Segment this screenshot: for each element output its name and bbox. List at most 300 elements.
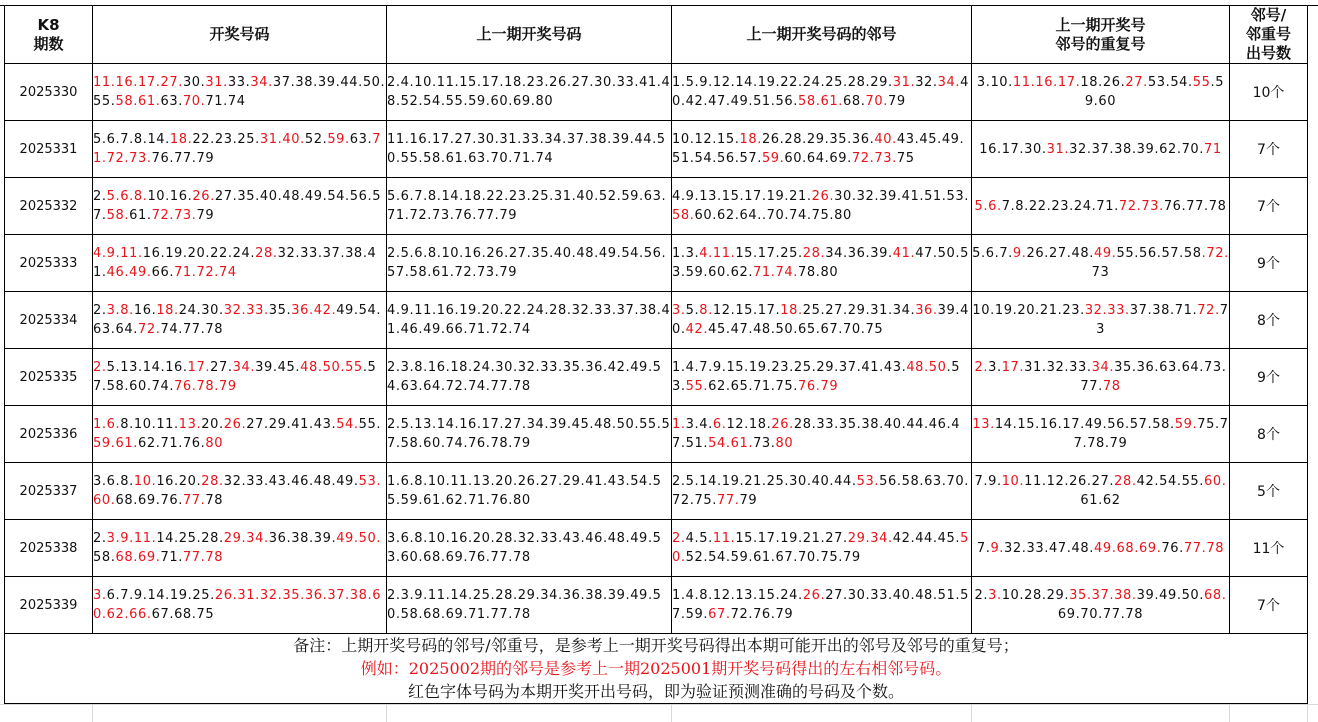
number: 42.	[607, 360, 631, 375]
hit-number: 73.	[174, 208, 197, 223]
number: 58.	[400, 436, 424, 451]
number: 14.	[436, 417, 460, 432]
number: 62.	[708, 379, 731, 394]
hit-number: 61.	[730, 436, 754, 451]
number: 10.	[972, 303, 995, 318]
number: 16.	[156, 474, 179, 489]
number: 55.	[445, 94, 469, 109]
prev-neighbors-cell[interactable]	[672, 292, 972, 349]
hit-number: 13.	[178, 417, 202, 432]
hit-number: 42.	[313, 303, 337, 318]
number: 19.	[757, 75, 781, 90]
count-cell[interactable]: 9个	[1230, 349, 1308, 406]
hit-number: 11.	[93, 75, 116, 90]
number: 20.	[495, 474, 518, 489]
number: 61.	[423, 493, 446, 508]
number: 30.	[834, 189, 857, 204]
number: 21.	[802, 531, 826, 546]
number: 42.	[1136, 474, 1160, 489]
hit-number: 38.	[1114, 588, 1137, 603]
header-count-line3: 出号数	[1245, 44, 1291, 62]
count-cell[interactable]: 8个	[1230, 292, 1308, 349]
number: 28.	[201, 531, 224, 546]
number: 41.	[387, 303, 671, 337]
number: 38	[345, 246, 363, 261]
prev-neighbors-cell[interactable]	[672, 520, 972, 577]
number: 43.	[883, 360, 907, 375]
number: 5.	[400, 246, 415, 261]
number: 77.	[182, 322, 206, 337]
number: 57.	[1129, 417, 1153, 432]
number: 33.	[816, 417, 839, 432]
hit-number: 31.	[259, 132, 283, 147]
hit-number: 68.	[1204, 588, 1227, 603]
prev-repeats-cell[interactable]	[972, 121, 1230, 178]
number: 77.	[1102, 607, 1126, 622]
number: 6.	[106, 588, 121, 603]
prev-draw-cell[interactable]	[387, 235, 672, 292]
number: 77.	[1080, 379, 1103, 394]
number: 18.	[504, 75, 527, 90]
number: 28.	[784, 132, 807, 147]
header-draw[interactable]: 开奖号码	[93, 6, 387, 64]
number: 41.	[639, 75, 662, 90]
number: 22.	[780, 75, 803, 90]
hit-number: 62.	[106, 607, 130, 622]
hit-number: 74	[219, 265, 237, 280]
number: 25.	[192, 588, 215, 603]
hit-number: 34.	[1091, 360, 1115, 375]
draw-cell[interactable]	[93, 406, 387, 463]
number: 28.	[847, 75, 871, 90]
draw-cell[interactable]	[93, 121, 387, 178]
number: .59.	[1084, 75, 1225, 109]
number: 1.	[672, 75, 686, 90]
number: 23.	[771, 360, 794, 375]
number: 58	[1183, 246, 1202, 261]
number: 40.	[672, 75, 970, 109]
number: 3.	[685, 246, 700, 261]
table-row	[5, 406, 1308, 463]
hit-number: 1.	[672, 417, 686, 432]
number: 43.	[313, 417, 337, 432]
number: 34.	[526, 417, 550, 432]
count-cell[interactable]: 9个	[1230, 235, 1308, 292]
number: 17.	[757, 531, 781, 546]
hit-number: 9.	[106, 246, 121, 261]
number: 54	[630, 474, 648, 489]
number: 41.	[585, 474, 608, 489]
prev-draw-cell[interactable]	[387, 178, 672, 235]
prev-repeats-cell[interactable]	[972, 463, 1230, 520]
draw-cell[interactable]	[93, 235, 387, 292]
hit-number: 54.	[708, 436, 731, 451]
number: 28.	[495, 531, 518, 546]
period-cell[interactable]: 2025337	[5, 463, 93, 520]
number: 32.	[223, 474, 247, 489]
hit-number: 71.	[753, 265, 776, 280]
header-prev-neighbor-repeats[interactable]	[972, 6, 1230, 64]
number: 7.	[999, 246, 1013, 261]
note-cell[interactable]	[5, 634, 1308, 704]
prev-repeats-cell[interactable]	[972, 235, 1230, 292]
number: 76.	[468, 436, 491, 451]
number: 47.	[1049, 540, 1072, 556]
number: 60	[1098, 94, 1117, 109]
number: 25.	[237, 132, 260, 147]
prev-draw-cell[interactable]	[387, 577, 672, 634]
hit-number: 68.	[1116, 540, 1139, 556]
header-prev-neighbors[interactable]: 上一期开奖号码的邻号	[672, 6, 972, 64]
number: 27.	[1091, 474, 1115, 489]
number: .54.	[387, 360, 662, 394]
number: 54.	[708, 550, 731, 565]
number: 75	[865, 322, 884, 337]
period-cell[interactable]: 2025339	[5, 577, 93, 634]
hit-number: 9.	[1012, 246, 1027, 261]
number: 76.	[1161, 540, 1184, 556]
number: 4.	[685, 531, 700, 546]
prev-draw-cell[interactable]	[387, 463, 672, 520]
prev-draw-cell[interactable]	[387, 121, 672, 178]
number: 32.	[517, 531, 541, 546]
number: 43.	[562, 531, 586, 546]
number: 50.	[937, 246, 961, 261]
number: 2.	[387, 75, 401, 90]
number: 48.	[1071, 540, 1094, 556]
number: 79	[843, 550, 861, 565]
number: 78	[1125, 607, 1144, 622]
hit-number: 3.	[988, 588, 1002, 603]
number: 58.	[400, 607, 424, 622]
prev-repeats-cell[interactable]	[972, 349, 1230, 406]
number: 71.	[468, 607, 491, 622]
number: 57.	[672, 588, 970, 622]
number: 51.	[924, 189, 947, 204]
draw-cell[interactable]	[93, 463, 387, 520]
number: 68.	[423, 607, 446, 622]
count-cell[interactable]: 7个	[1230, 178, 1308, 235]
number: 37.	[1091, 141, 1115, 157]
number: 67.	[151, 607, 175, 622]
number: 70.	[843, 322, 866, 337]
lottery-neighbor-table	[4, 5, 1308, 704]
hit-number: 40.	[282, 132, 305, 147]
number: 32.	[517, 360, 541, 375]
number: 52.	[400, 94, 424, 109]
number: 62.	[137, 436, 161, 451]
period-cell[interactable]: 2025333	[5, 235, 93, 292]
number: 14.	[699, 474, 722, 489]
number: 57.	[93, 189, 382, 223]
header-count[interactable]	[1230, 6, 1308, 64]
number: 12.	[694, 132, 717, 147]
prev-repeats-cell[interactable]	[972, 64, 1230, 121]
number: 15.	[1017, 417, 1040, 432]
note-line-3: 红色字体号码为本期开奖开出号码，即为验证预测准确的号码及个数。	[407, 682, 904, 701]
number: 29.	[806, 132, 830, 147]
number: 32.	[1004, 540, 1027, 556]
hit-number: 60.	[1204, 474, 1227, 489]
draw-cell[interactable]	[93, 577, 387, 634]
count-cell[interactable]: 8个	[1230, 406, 1308, 463]
prev-neighbors-cell[interactable]	[672, 64, 972, 121]
number: 25.	[178, 531, 202, 546]
draw-cell[interactable]	[93, 520, 387, 577]
number: 42.	[892, 531, 916, 546]
number: 32.	[1069, 141, 1092, 157]
number: 35.	[237, 189, 260, 204]
hit-number: 78	[1102, 379, 1121, 394]
hit-number: 48.	[906, 360, 929, 375]
number: 4.	[672, 189, 686, 204]
number: 44.	[340, 75, 363, 90]
number: 35.	[562, 360, 586, 375]
number: 49.	[941, 132, 965, 147]
draw-cell[interactable]	[93, 64, 387, 121]
number: 51.	[672, 151, 695, 166]
prev-neighbors-cell[interactable]	[672, 406, 972, 463]
hit-number: 73.	[1141, 198, 1164, 214]
number: 62.	[1159, 141, 1182, 157]
hit-number: 9.	[120, 531, 134, 546]
hit-number: 6.	[120, 189, 134, 204]
count-cell[interactable]: 11个	[1230, 520, 1308, 577]
number: 3.	[988, 360, 1002, 375]
number: 75	[196, 607, 215, 622]
hit-number: 32.	[1084, 303, 1108, 318]
number: 20.	[201, 417, 224, 432]
period-cell[interactable]: 2025336	[5, 406, 93, 463]
number: 1.	[672, 588, 686, 603]
number: 70.	[946, 474, 970, 489]
number: 22.	[486, 189, 509, 204]
number: 54.	[1159, 474, 1182, 489]
hit-number: 3.	[106, 531, 121, 546]
header-prev-draw[interactable]: 上一期开奖号码	[387, 6, 672, 64]
number: 71.	[160, 550, 183, 565]
prev-repeats-cell[interactable]	[972, 520, 1230, 577]
hit-number: 11.	[120, 246, 143, 261]
number: 76.	[1163, 198, 1187, 214]
number: 59.	[685, 607, 709, 622]
number: 36.	[851, 132, 875, 147]
prev-neighbors-cell[interactable]	[672, 349, 972, 406]
number: 63.	[400, 379, 424, 394]
number: 18.	[748, 417, 772, 432]
number: 18.	[463, 189, 487, 204]
number: 19.	[721, 474, 745, 489]
number: 38.	[1152, 303, 1175, 318]
hit-number: 34.	[246, 531, 269, 546]
count-cell[interactable]: 7个	[1230, 121, 1308, 178]
table-row	[5, 235, 1308, 292]
number: 33.	[521, 132, 545, 147]
period-cell[interactable]: 2025334	[5, 292, 93, 349]
number: 59.	[468, 94, 491, 109]
number: 49.	[730, 94, 754, 109]
number: 35.	[1114, 360, 1137, 375]
hit-number: 55.	[685, 379, 709, 394]
number: 6.	[400, 531, 415, 546]
number: 17.	[481, 75, 505, 90]
table-row	[5, 121, 1308, 178]
number: 71.	[160, 436, 183, 451]
hit-number: 18.	[739, 132, 762, 147]
number: 70.	[490, 151, 514, 166]
prev-neighbors-cell[interactable]	[672, 463, 972, 520]
hit-number: 31.	[1046, 141, 1070, 157]
number: 25.	[825, 75, 848, 90]
hit-number: 32.	[259, 588, 283, 603]
hit-number: 50	[928, 360, 947, 375]
number: 26.	[1069, 474, 1092, 489]
number: 52.	[304, 132, 328, 147]
period-cell[interactable]: 2025335	[5, 349, 93, 406]
prev-draw-cell[interactable]	[387, 406, 672, 463]
number: 60.	[129, 379, 152, 394]
number: 55.	[358, 417, 382, 432]
number: 80	[820, 265, 839, 280]
number: 77.	[476, 208, 500, 223]
hit-number: 58.	[106, 208, 130, 223]
prev-neighbors-cell[interactable]	[672, 178, 972, 235]
number: 45.	[708, 322, 731, 337]
number: 56.	[879, 474, 902, 489]
number: 76.	[753, 607, 776, 622]
number: 39.	[607, 588, 631, 603]
number: 78	[513, 379, 531, 394]
prev-repeats-cell[interactable]	[972, 178, 1230, 235]
number: 25.	[793, 360, 817, 375]
prev-repeats-cell[interactable]	[972, 577, 1230, 634]
draw-cell[interactable]	[93, 349, 387, 406]
number: 80	[513, 493, 531, 508]
prev-draw-cell[interactable]	[387, 64, 672, 121]
hit-number: 17.	[187, 360, 211, 375]
number: 20.	[178, 474, 202, 489]
hit-number: 9.	[990, 540, 1005, 556]
number: 64.	[1181, 360, 1205, 375]
number: 35.	[531, 246, 554, 261]
prev-draw-cell[interactable]	[387, 520, 672, 577]
period-cell[interactable]: 2025331	[5, 121, 93, 178]
prev-repeats-cell[interactable]	[972, 292, 1230, 349]
number: 3.	[400, 360, 415, 375]
empty-gridline	[971, 705, 972, 722]
note-row	[5, 634, 1308, 704]
number: 39.	[879, 189, 902, 204]
number: .55.	[387, 474, 662, 508]
number: 16.	[1039, 417, 1063, 432]
number: 25.	[780, 246, 803, 261]
number: 51.	[753, 94, 776, 109]
number: 16.	[409, 132, 432, 147]
number: 24.	[472, 360, 496, 375]
number: 29.	[268, 417, 292, 432]
number: .41.	[93, 246, 377, 280]
number: 37.	[566, 132, 590, 147]
number: 14.	[441, 189, 464, 204]
number: 11.	[450, 474, 473, 489]
hit-number: 11.	[133, 531, 157, 546]
prev-draw-cell[interactable]	[387, 292, 672, 349]
prev-repeats-cell[interactable]	[972, 406, 1230, 463]
number: 10.	[427, 531, 451, 546]
number: .70.	[761, 208, 790, 223]
hit-number: 6.	[712, 417, 727, 432]
number: 50.	[362, 75, 386, 90]
hit-number: 73.	[129, 151, 152, 166]
number: 58.	[409, 265, 432, 280]
hit-number: 34.	[870, 531, 893, 546]
number: 7.	[1001, 198, 1016, 214]
number: 60.	[400, 550, 424, 565]
hit-number: 2.	[672, 531, 686, 546]
number: 58.	[423, 151, 446, 166]
hit-number: 17.	[1001, 360, 1025, 375]
number: 11.	[414, 303, 437, 318]
number: 71.	[387, 208, 410, 223]
number: 30.	[594, 75, 617, 90]
number: 14.	[147, 132, 170, 147]
hit-number: 42.	[685, 322, 709, 337]
header-period-line1: K8	[37, 15, 60, 34]
number: 9.	[400, 303, 415, 318]
hit-number: 40.	[874, 132, 897, 147]
count-cell[interactable]: 5个	[1230, 463, 1308, 520]
number: 51.	[685, 436, 709, 451]
header-period[interactable]	[5, 6, 93, 64]
prev-neighbors-cell[interactable]	[672, 121, 972, 178]
number: 63.	[924, 474, 947, 489]
hit-number: 37.	[327, 588, 350, 603]
number: 49.	[1084, 417, 1108, 432]
number: 48.	[607, 531, 631, 546]
hit-number: 58.	[672, 208, 695, 223]
table-row	[5, 349, 1308, 406]
hit-number: 54.	[336, 417, 359, 432]
period-cell[interactable]: 2025330	[5, 64, 93, 121]
number: 75.	[820, 550, 843, 565]
prev-neighbors-cell[interactable]	[672, 577, 972, 634]
number: 80	[834, 208, 852, 223]
number: 33.	[300, 246, 323, 261]
prev-neighbors-cell[interactable]	[672, 235, 972, 292]
count-cell[interactable]: 7个	[1230, 577, 1308, 634]
hit-number: 50.	[322, 360, 346, 375]
number: 9.	[414, 588, 428, 603]
number: 16.	[459, 417, 482, 432]
prev-draw-cell[interactable]	[387, 349, 672, 406]
number: 19.	[165, 246, 188, 261]
draw-cell[interactable]	[93, 292, 387, 349]
number: 15.	[735, 246, 758, 261]
number: 40.	[811, 474, 835, 489]
hit-number: 17.	[137, 75, 161, 90]
number: 38.	[861, 417, 884, 432]
count-cell[interactable]: 10个	[1230, 64, 1308, 121]
draw-cell[interactable]	[93, 178, 387, 235]
number: 37.	[1129, 303, 1153, 318]
period-cell[interactable]: 2025332	[5, 178, 93, 235]
number: 7.	[976, 540, 991, 556]
number: 48.	[282, 189, 305, 204]
number: 74.	[160, 322, 183, 337]
empty-gridline	[92, 705, 93, 722]
period-cell[interactable]: 2025338	[5, 520, 93, 577]
number: 22.	[504, 303, 527, 318]
